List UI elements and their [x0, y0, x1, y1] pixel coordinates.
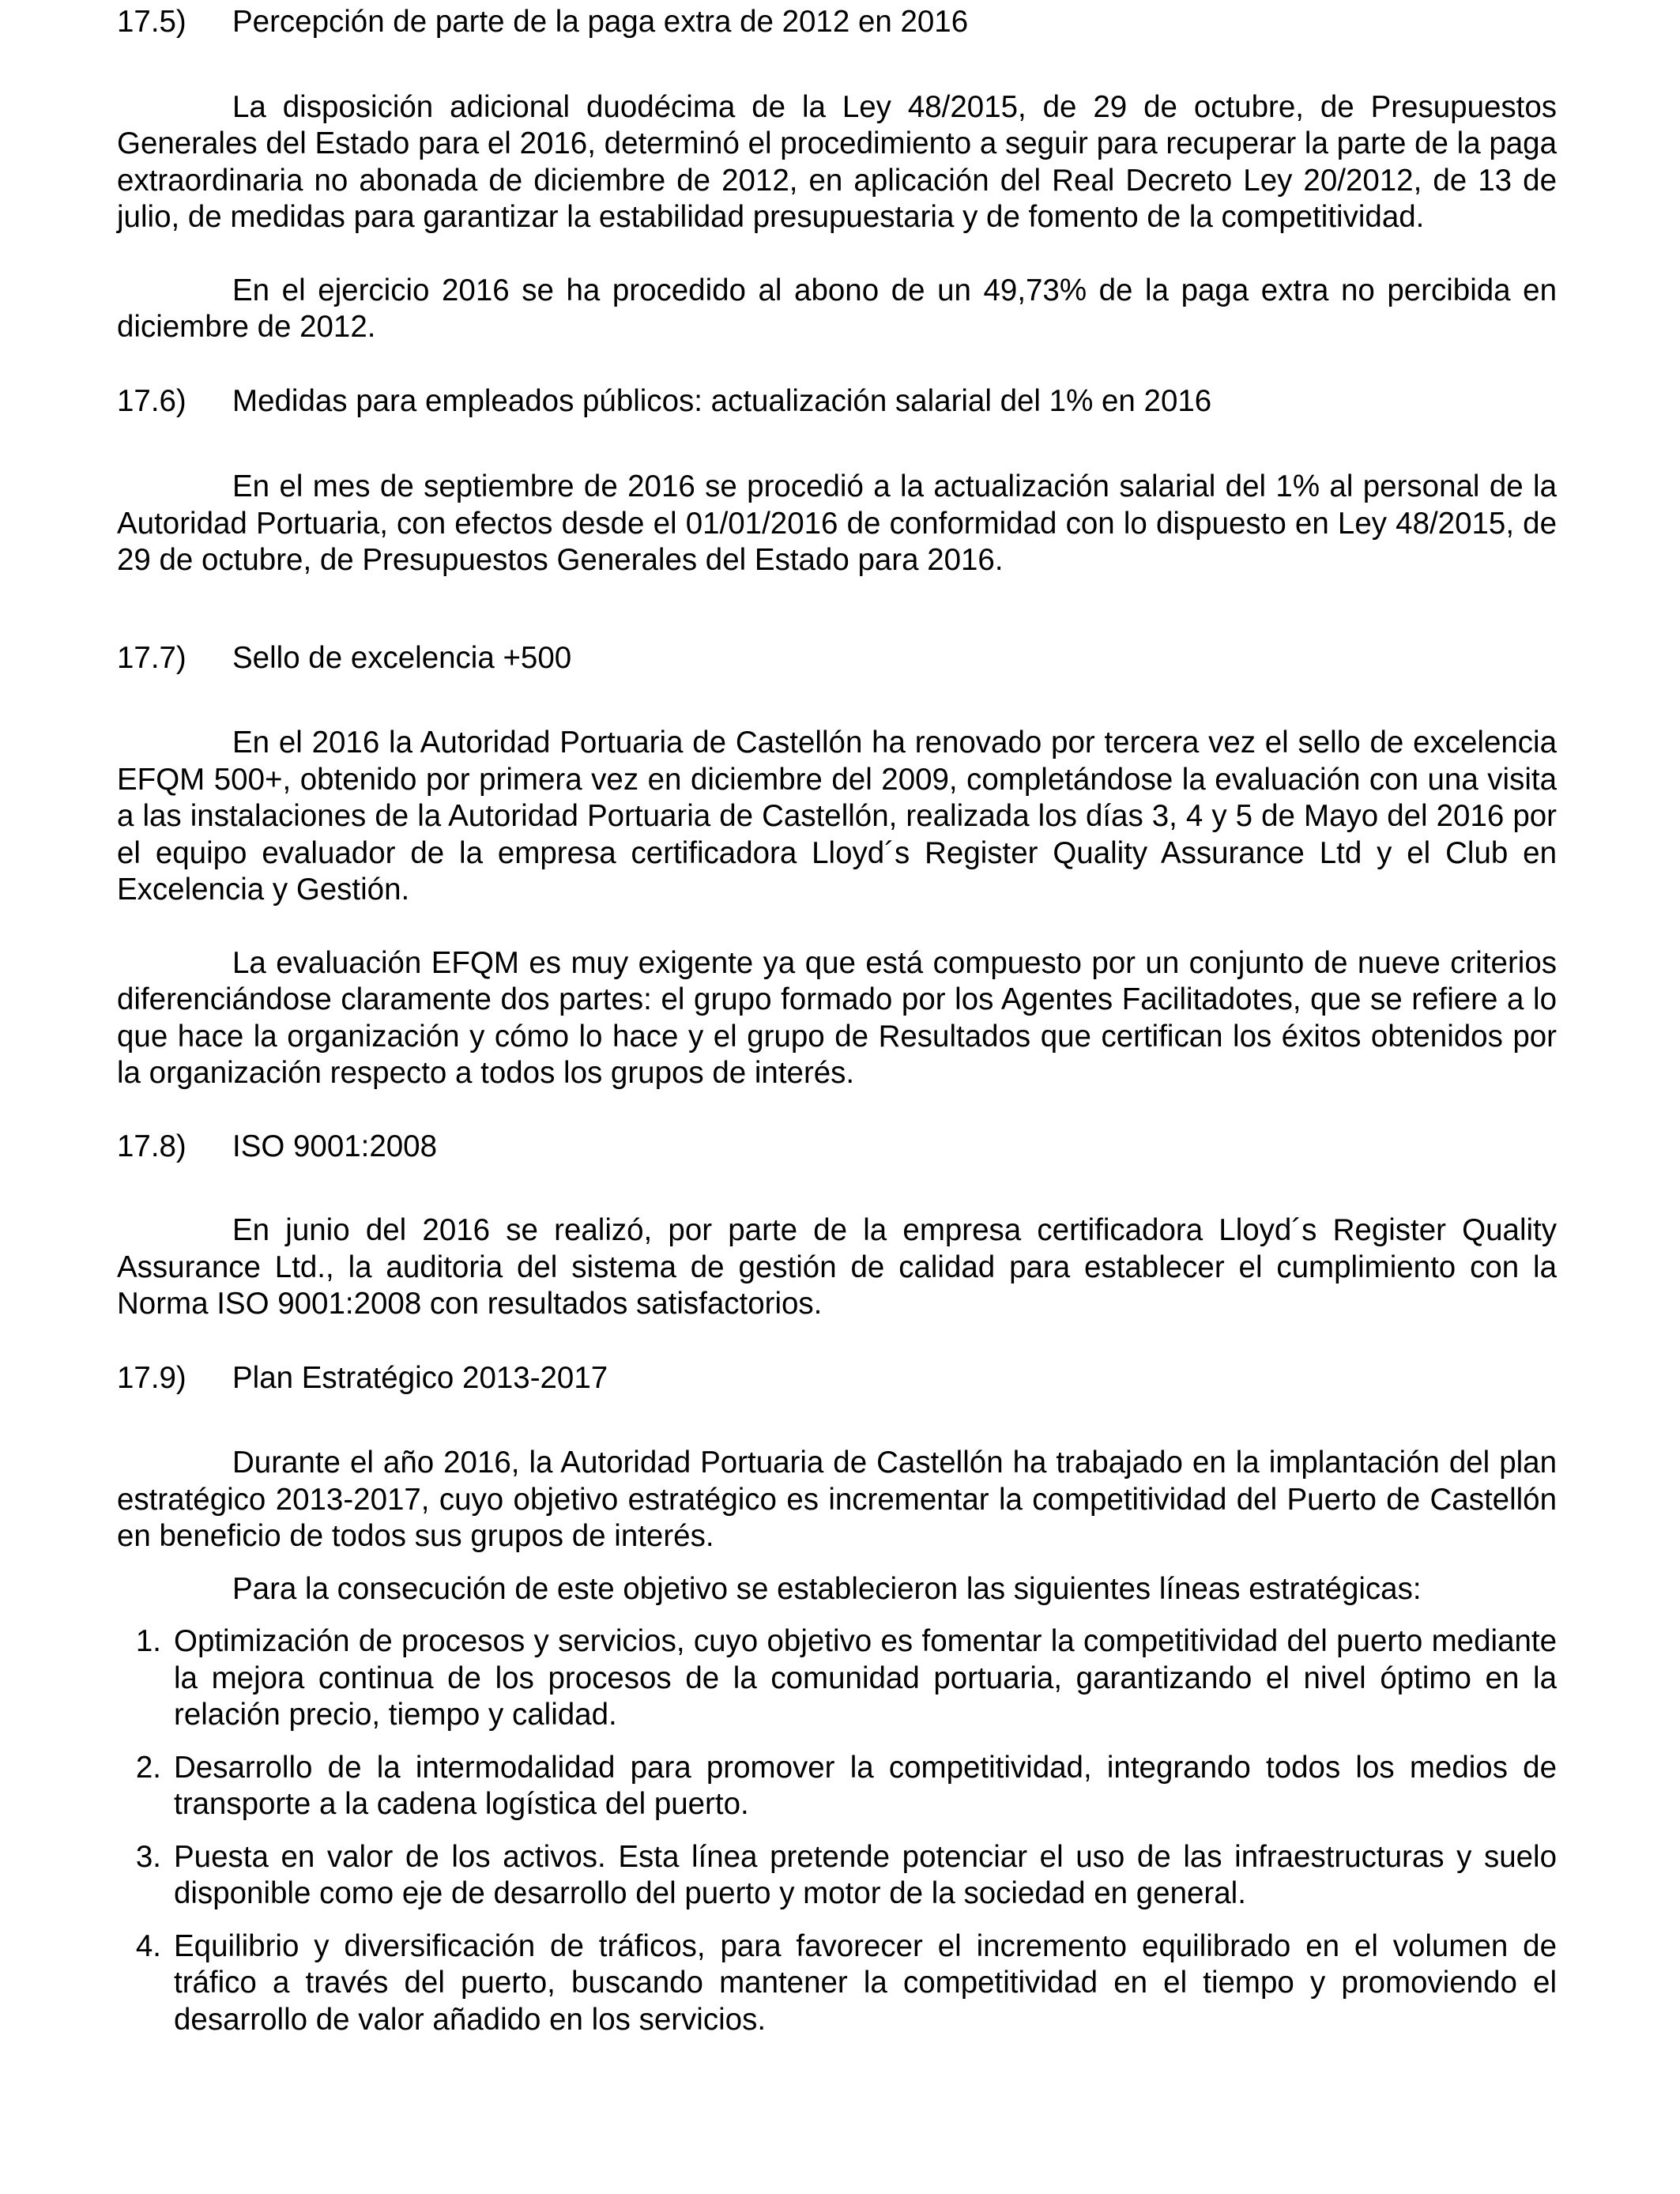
- section-heading-17-8: [117, 1129, 1557, 1166]
- section-number: 17.7): [117, 640, 186, 675]
- section-number: 17.9): [117, 1360, 186, 1395]
- section-title: Plan Estratégico 2013-2017: [232, 1360, 608, 1395]
- section-heading-17-5: [117, 4, 1557, 41]
- section-heading-17-7: [117, 640, 1557, 677]
- section-title: Percepción de parte de la paga extra de 2012 en 2016: [232, 5, 969, 39]
- section-title: Medidas para empleados públicos: actualización salarial del 1% en 2016: [232, 383, 1212, 418]
- list-text: Desarrollo de la intermodalidad para promover la competitividad, integrando todos los medios de transporte a la cadena logística del puerto.: [174, 1750, 1557, 1821]
- paragraph: Para la consecución de este objetivo se establecieron las siguientes líneas estratégicas:: [232, 1571, 1422, 1606]
- list-number: 3.: [135, 1839, 161, 1874]
- paragraph: En junio del 2016 se realizó, por parte de la empresa certificadora Lloyd´s Register Quality Assurance Ltd., la auditoria del sistema de gestión de calidad para establecer el cumplimiento con la Norma ISO 9001:2008 con resultados satisfactorios.: [117, 1213, 1557, 1321]
- section-number: 17.5): [117, 5, 186, 39]
- section-heading-17-9: [117, 1360, 1557, 1397]
- list-item: [117, 1839, 1557, 1913]
- paragraph: En el mes de septiembre de 2016 se procedió a la actualización salarial del 1% al personal de la Autoridad Portuaria, con efectos desde el 01/01/2016 de conformidad con lo dispuesto en Ley 48/2015, de 29 de octubre, de Presupuestos Generales del Estado para 2016.: [117, 469, 1557, 577]
- paragraph: En el ejercicio 2016 se ha procedido al abono de un 49,73% de la paga extra no percibida en diciembre de 2012.: [117, 273, 1557, 344]
- section-number: 17.6): [117, 383, 186, 418]
- list-text: Optimización de procesos y servicios, cuyo objetivo es fomentar la competitividad del puerto mediante la mejora continua de los procesos de la comunidad portuaria, garantizando el nivel óptimo en la relación precio, tiempo y calidad.: [174, 1624, 1557, 1732]
- section-title: Sello de excelencia +500: [232, 640, 572, 675]
- list-text: Equilibrio y diversificación de tráficos, para favorecer el incremento equilibrado en el volumen de tráfico a través del puerto, buscando mantener la competitividad en el tiempo y promoviendo el desarrollo de valor añadido en los servicios.: [174, 1928, 1557, 2037]
- list-number: 1.: [135, 1624, 161, 1658]
- section-heading-17-6: [117, 383, 1557, 420]
- document-page: [117, 0, 1557, 2038]
- list-number: 2.: [135, 1750, 161, 1785]
- list-item: [117, 1928, 1557, 2039]
- section-number: 17.8): [117, 1129, 186, 1163]
- paragraph: La evaluación EFQM es muy exigente ya que está compuesto por un conjunto de nueve criterios diferenciándose claramente dos partes: el grupo formado por los Agentes Facilitadotes, que se refiere a lo que hace la organización y cómo lo hace y el grupo de Resultados que certifican los éxitos obtenidos por la organización respecto a todos los grupos de interés.: [117, 945, 1557, 1090]
- list-number: 4.: [135, 1928, 161, 1963]
- list-item: [117, 1750, 1557, 1823]
- list-item: [117, 1623, 1557, 1734]
- list-text: Puesta en valor de los activos. Esta línea pretende potenciar el uso de las infraestructuras y suelo disponible como eje de desarrollo del puerto y motor de la sociedad en general.: [174, 1839, 1557, 1910]
- paragraph: Durante el año 2016, la Autoridad Portuaria de Castellón ha trabajado en la implantación del plan estratégico 2013-2017, cuyo objetivo estratégico es incrementar la competitividad del Puerto de Castellón en beneficio de todos sus grupos de interés.: [117, 1446, 1557, 1553]
- paragraph: En el 2016 la Autoridad Portuaria de Castellón ha renovado por tercera vez el sello de excelencia EFQM 500+, obtenido por primera vez en diciembre del 2009, completándose la evaluación con una visita a las instalaciones de la Autoridad Portuaria de Castellón, realizada los días 3, 4 y 5 de Mayo del 2016 por el equipo evaluador de la empresa certificadora Lloyd´s Register Quality Assurance Ltd y el Club en Excelencia y Gestión.: [117, 726, 1557, 907]
- paragraph: La disposición adicional duodécima de la Ley 48/2015, de 29 de octubre, de Presupuestos Generales del Estado para el 2016, determinó el procedimiento a seguir para recuperar la parte de la paga extraordinaria no abonada de diciembre de 2012, en aplicación del Real Decreto Ley 20/2012, de 13 de julio, de medidas para garantizar la estabilidad presupuestaria y de fomento de la competitividad.: [117, 89, 1557, 234]
- section-title: ISO 9001:2008: [232, 1129, 438, 1163]
